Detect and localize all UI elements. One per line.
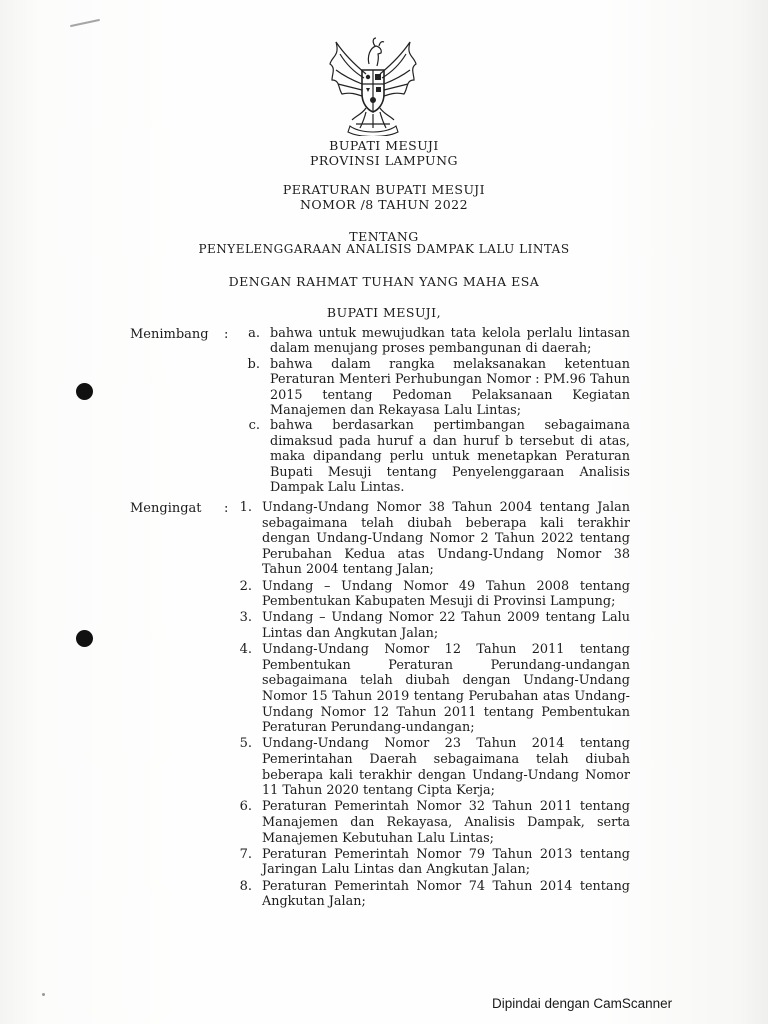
scan-mark (70, 19, 100, 27)
regent-title: BUPATI MESUJI (329, 138, 439, 153)
mengingat-item-line: Undang – Undang Nomor 22 Tahun 2009 tentang Lalu (262, 610, 630, 626)
menimbang-item-line: dimaksud pada huruf a dan huruf b tersebut di atas, (270, 433, 630, 449)
menimbang-item-marker: a. (248, 326, 260, 341)
mengingat-item-marker: 7. (239, 846, 252, 862)
mengingat-item-line: Pemerintahan Daerah sebagaimana telah diubah (262, 752, 630, 767)
regulation-number: NOMOR /8 TAHUN 2022 (299, 197, 469, 212)
authority-line: BUPATI MESUJI, (326, 305, 442, 320)
mengingat-item-line: Undang-Undang Nomor 12 Tahun 2011 tentang (262, 642, 630, 658)
menimbang-item-line: 2015 tentang Pedoman Pelaksanaan Kegiatan (270, 387, 630, 403)
mengingat-item-line: sebagaimana telah diubah dengan Undang-Undang (262, 673, 630, 689)
menimbang-item-line: bahwa untuk mewujudkan tata kelola perlalu lintasan (270, 326, 630, 341)
mengingat-item-line: Nomor 15 Tahun 2019 tentang Perubahan atas Undang- (262, 689, 630, 704)
mengingat-item-line: Jaringan Lalu Lintas dan Angkutan Jalan; (262, 862, 531, 878)
mengingat-item-marker: 3. (239, 610, 252, 626)
mengingat-item-line: Undang-Undang Nomor 38 Tahun 2004 tentang Jalan (262, 500, 630, 515)
mengingat-label: Mengingat (130, 501, 202, 516)
menimbang-label: Menimbang (130, 327, 209, 342)
province-name: PROVINSI LAMPUNG (309, 153, 458, 168)
regulation-title: PERATURAN BUPATI MESUJI (282, 182, 486, 197)
mengingat-item-line: Manajemen Kebutuhan Lalu Lintas; (262, 830, 494, 846)
punch-hole-bottom (76, 630, 93, 647)
mengingat-item-line: Tahun 2004 tentang Jalan; (262, 562, 434, 578)
menimbang-item-line: dalam menujang proses pembangunan di daerah; (270, 341, 592, 357)
menimbang-colon: : (224, 327, 229, 342)
camscanner-watermark: Dipindai dengan CamScanner (492, 996, 673, 1011)
invocation: DENGAN RAHMAT TUHAN YANG MAHA ESA (228, 274, 540, 289)
mengingat-item-line: Undang – Undang Nomor 49 Tahun 2008 tentang (262, 578, 630, 594)
mengingat-item-line: Lintas dan Angkutan Jalan; (262, 626, 439, 641)
mengingat-item-line: Undang-Undang Nomor 23 Tahun 2014 tentang (262, 736, 630, 752)
menimbang-item-line: Peraturan Menteri Perhubungan Nomor : PM.96 Tahun (270, 372, 630, 388)
mengingat-item-line: Peraturan Pemerintah Nomor 32 Tahun 2011 tentang (262, 799, 630, 815)
regulation-subject: PENYELENGGARAAN ANALISIS DAMPAK LALU LINTAS (198, 242, 570, 256)
mengingat-item-line: sebagaimana telah diubah beberapa kali terakhir (262, 515, 630, 531)
menimbang-item-marker: c. (248, 418, 260, 434)
mengingat-item-marker: 4. (239, 642, 252, 658)
mengingat-item-line: beberapa kali terakhir dengan Undang-Undang Nomor (262, 767, 630, 783)
mengingat-colon: : (224, 501, 229, 516)
menimbang-item-line: bahwa dalam rangka melaksanakan ketentuan (270, 356, 630, 372)
mengingat-item-line: Manajemen dan Rekayasa, Analisis Dampak, serta (262, 815, 630, 830)
garuda-emblem-icon (326, 34, 420, 136)
mengingat-item-marker: 2. (239, 578, 252, 594)
menimbang-item-line: bahwa berdasarkan pertimbangan sebagaimana (270, 418, 630, 434)
mengingat-item-marker: 6. (239, 799, 252, 815)
mengingat-item-line: Pembentukan Kabupaten Mesuji di Provinsi Lampung; (262, 594, 616, 610)
mengingat-item-line: Angkutan Jalan; (262, 894, 366, 910)
about-label: TENTANG (349, 229, 419, 244)
mengingat-item-line: Peraturan Pemerintah Nomor 79 Tahun 2013 tentang (262, 846, 630, 862)
menimbang-item-line: Dampak Lalu Lintas. (270, 480, 405, 495)
mengingat-item-line: Pembentukan Peraturan Perundang-undangan (262, 657, 630, 673)
menimbang-item-marker: b. (247, 356, 260, 372)
punch-hole-top (76, 383, 93, 400)
mengingat-item-line: dengan Undang-Undang Nomor 2 Tahun 2022 tentang (262, 531, 630, 547)
mengingat-item-line: Perubahan Kedua atas Undang-Undang Nomor 38 (262, 546, 630, 562)
mengingat-item-marker: 5. (239, 736, 252, 752)
menimbang-item-line: Manajemen dan Rekayasa Lalu Lintas; (270, 403, 522, 418)
mengingat-item-marker: 1. (239, 500, 252, 515)
mengingat-item-line: Undang Nomor 12 Tahun 2011 tentang Pembentukan (262, 704, 630, 720)
mengingat-item-line: Peraturan Perundang-undangan; (262, 720, 475, 736)
mengingat-item-line: 11 Tahun 2020 tentang Cipta Kerja; (262, 783, 495, 799)
menimbang-item-line: maka dipandang perlu untuk menetapkan Peraturan (270, 449, 630, 465)
scan-dot (42, 993, 45, 996)
menimbang-item-line: Bupati Mesuji tentang Penyelenggaraan Analisis (270, 464, 630, 480)
mengingat-item-marker: 8. (239, 878, 252, 894)
mengingat-item-line: Peraturan Pemerintah Nomor 74 Tahun 2014 tentang (262, 878, 630, 894)
